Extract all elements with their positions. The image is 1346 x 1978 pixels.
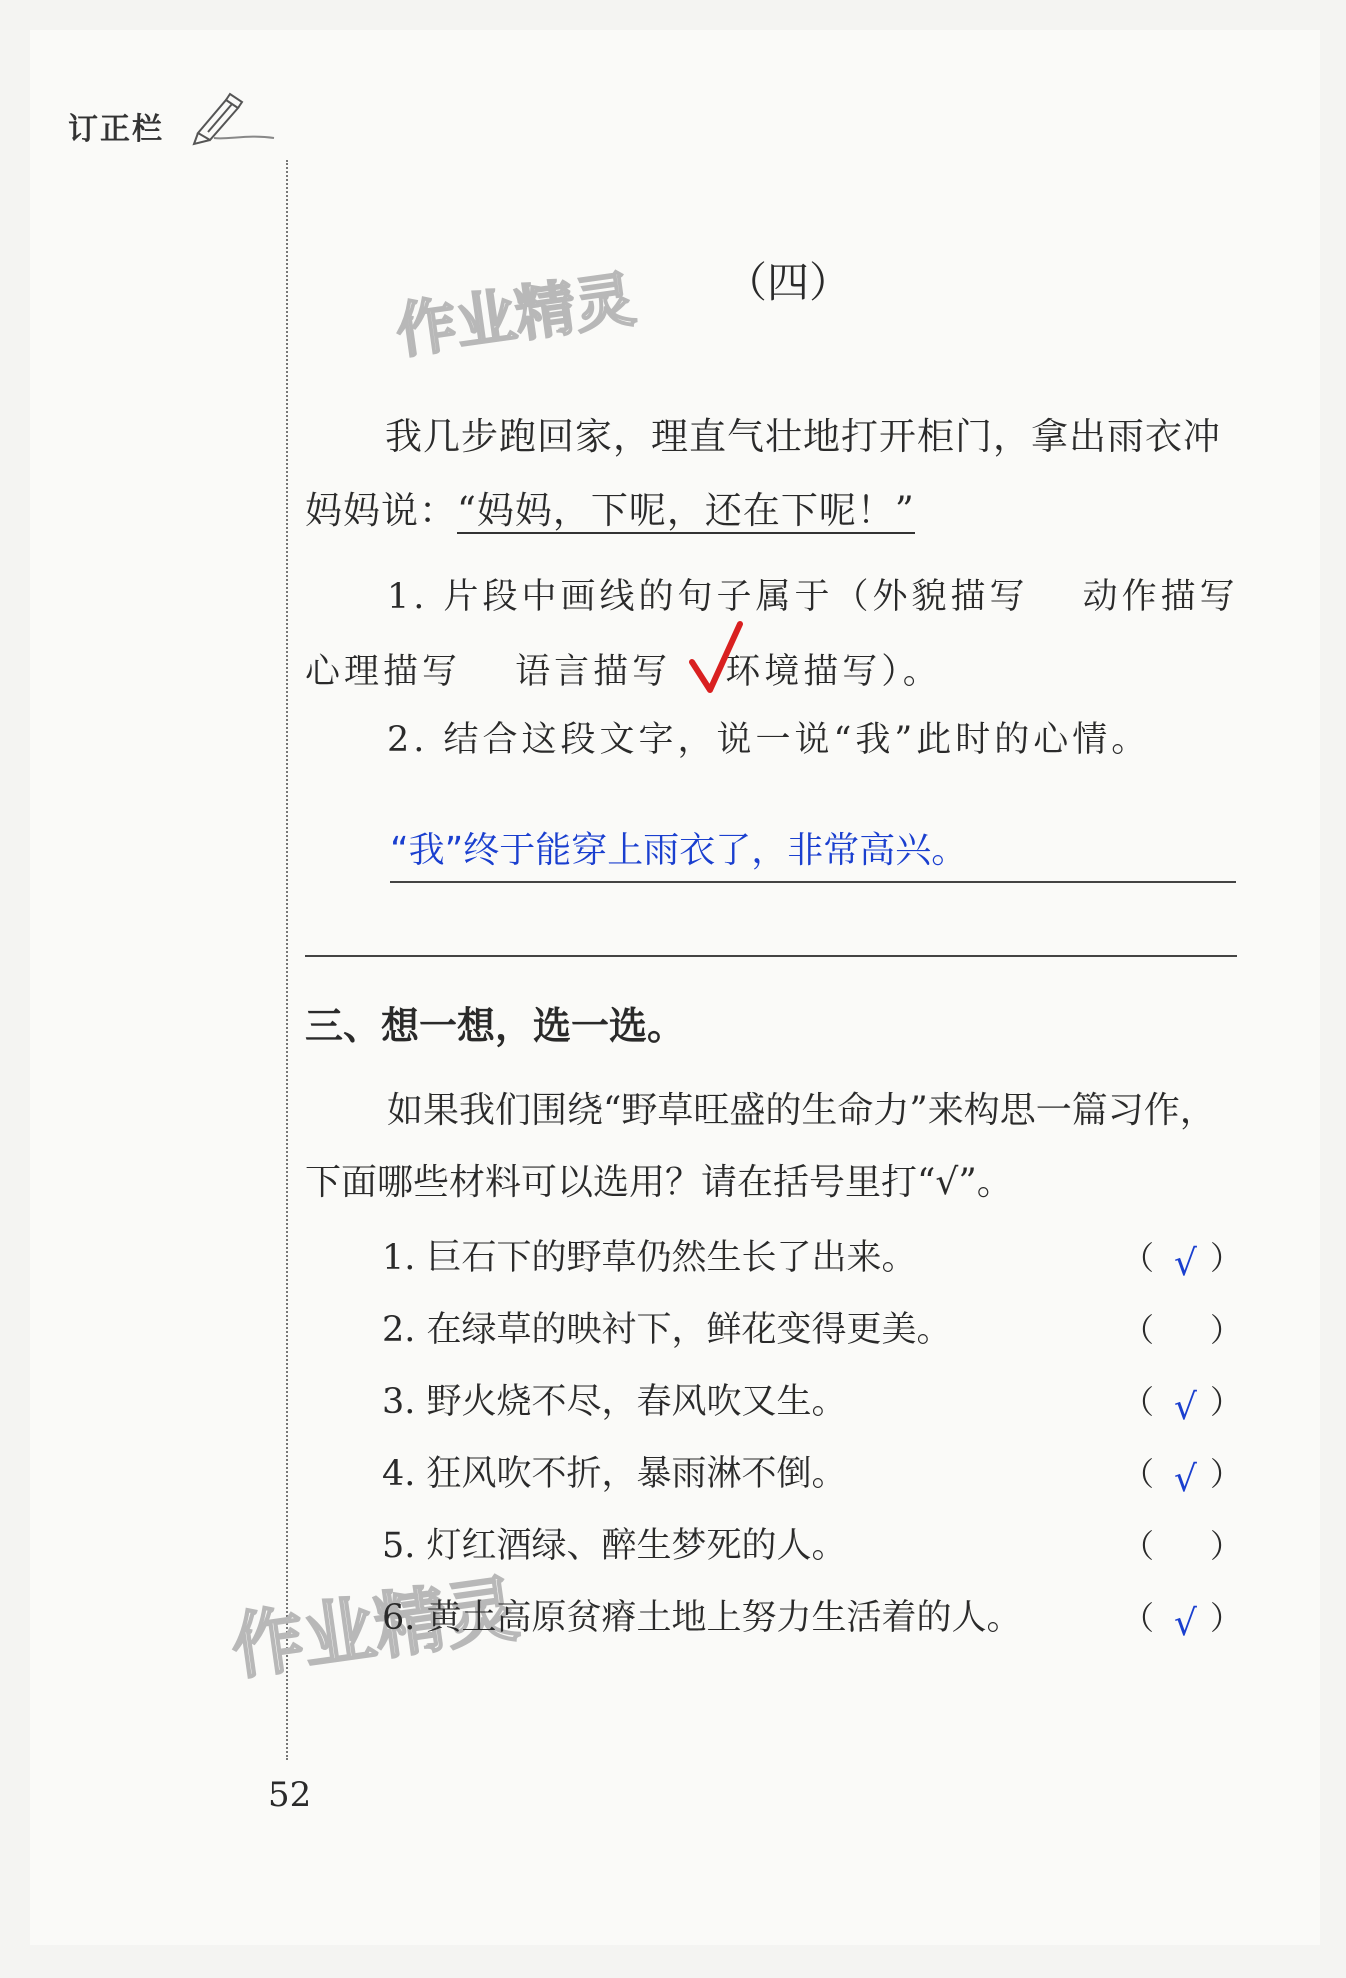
item-text: 3. 野火烧不尽，春风吹又生。 xyxy=(382,1382,847,1422)
item-text: 6. 黄土高原贫瘠土地上努力生活着的人。 xyxy=(382,1598,1022,1638)
workbook-page xyxy=(30,30,1320,1945)
list-item: 2. 在绿草的映衬下，鲜花变得更美。 （ ） xyxy=(382,1310,1242,1350)
check-mark: √ xyxy=(1174,1603,1197,1644)
section-title: （四） xyxy=(725,258,852,307)
item-text: 1. 巨石下的野草仍然生长了出来。 xyxy=(382,1238,917,1278)
check-mark: √ xyxy=(1174,1459,1197,1500)
margin-divider xyxy=(286,160,288,1760)
watermark: 作业精灵 xyxy=(391,264,640,368)
item-text: 5. 灯红酒绿、醉生梦死的人。 xyxy=(382,1526,847,1566)
question-1-text: 1. 片段中画线的句子属于（外貌描写 动作描写 心理描写 语言描写 环境描写）。 xyxy=(305,577,1278,692)
answer-line xyxy=(305,955,1237,957)
section-intro xyxy=(305,1075,1240,1219)
list-item: 5. 灯红酒绿、醉生梦死的人。 （ ） xyxy=(382,1526,1242,1566)
correction-column-label: 订正栏 xyxy=(68,112,164,147)
question-2-answer: “我”终于能穿上雨衣了，非常高兴。 xyxy=(390,822,1236,883)
section-heading: 三、想一想，选一选。 xyxy=(305,1004,686,1048)
intro-text: 如果我们围绕“野草旺盛的生命力”来构思一篇习作，下面哪些材料可以选用？请在括号里打“√”。 xyxy=(305,1090,1216,1203)
checkmark-icon xyxy=(688,620,748,700)
passage-text: 我几步跑回家，理直气壮地打开柜门，拿出雨衣冲妈妈说： xyxy=(305,415,1221,532)
check-mark: √ xyxy=(1174,1387,1197,1428)
choice-list xyxy=(382,1222,1242,1654)
underlined-quote: “妈妈，下呢，还在下呢！” xyxy=(457,489,915,532)
list-item: 4. 狂风吹不折，暴雨淋不倒。 （ √ ） xyxy=(382,1438,1242,1510)
watermark: 作业精灵 xyxy=(226,1566,524,1690)
question-2-text: 2. 结合这段文字，说一说“我”此时的心情。 xyxy=(387,720,1151,760)
list-item: 6. 黄土高原贫瘠土地上努力生活着的人。 （ √ ） xyxy=(382,1582,1242,1654)
page-number: 52 xyxy=(268,1775,312,1815)
item-text: 2. 在绿草的映衬下，鲜花变得更美。 xyxy=(382,1310,952,1350)
check-mark: √ xyxy=(1174,1243,1197,1284)
item-text: 4. 狂风吹不折，暴雨淋不倒。 xyxy=(382,1454,847,1494)
list-item: 1. 巨石下的野草仍然生长了出来。 （ √ ） xyxy=(382,1222,1242,1294)
pencil-icon xyxy=(188,88,278,148)
list-item: 3. 野火烧不尽，春风吹又生。 （ √ ） xyxy=(382,1366,1242,1438)
reading-passage xyxy=(305,400,1240,548)
question-1 xyxy=(305,560,1278,710)
